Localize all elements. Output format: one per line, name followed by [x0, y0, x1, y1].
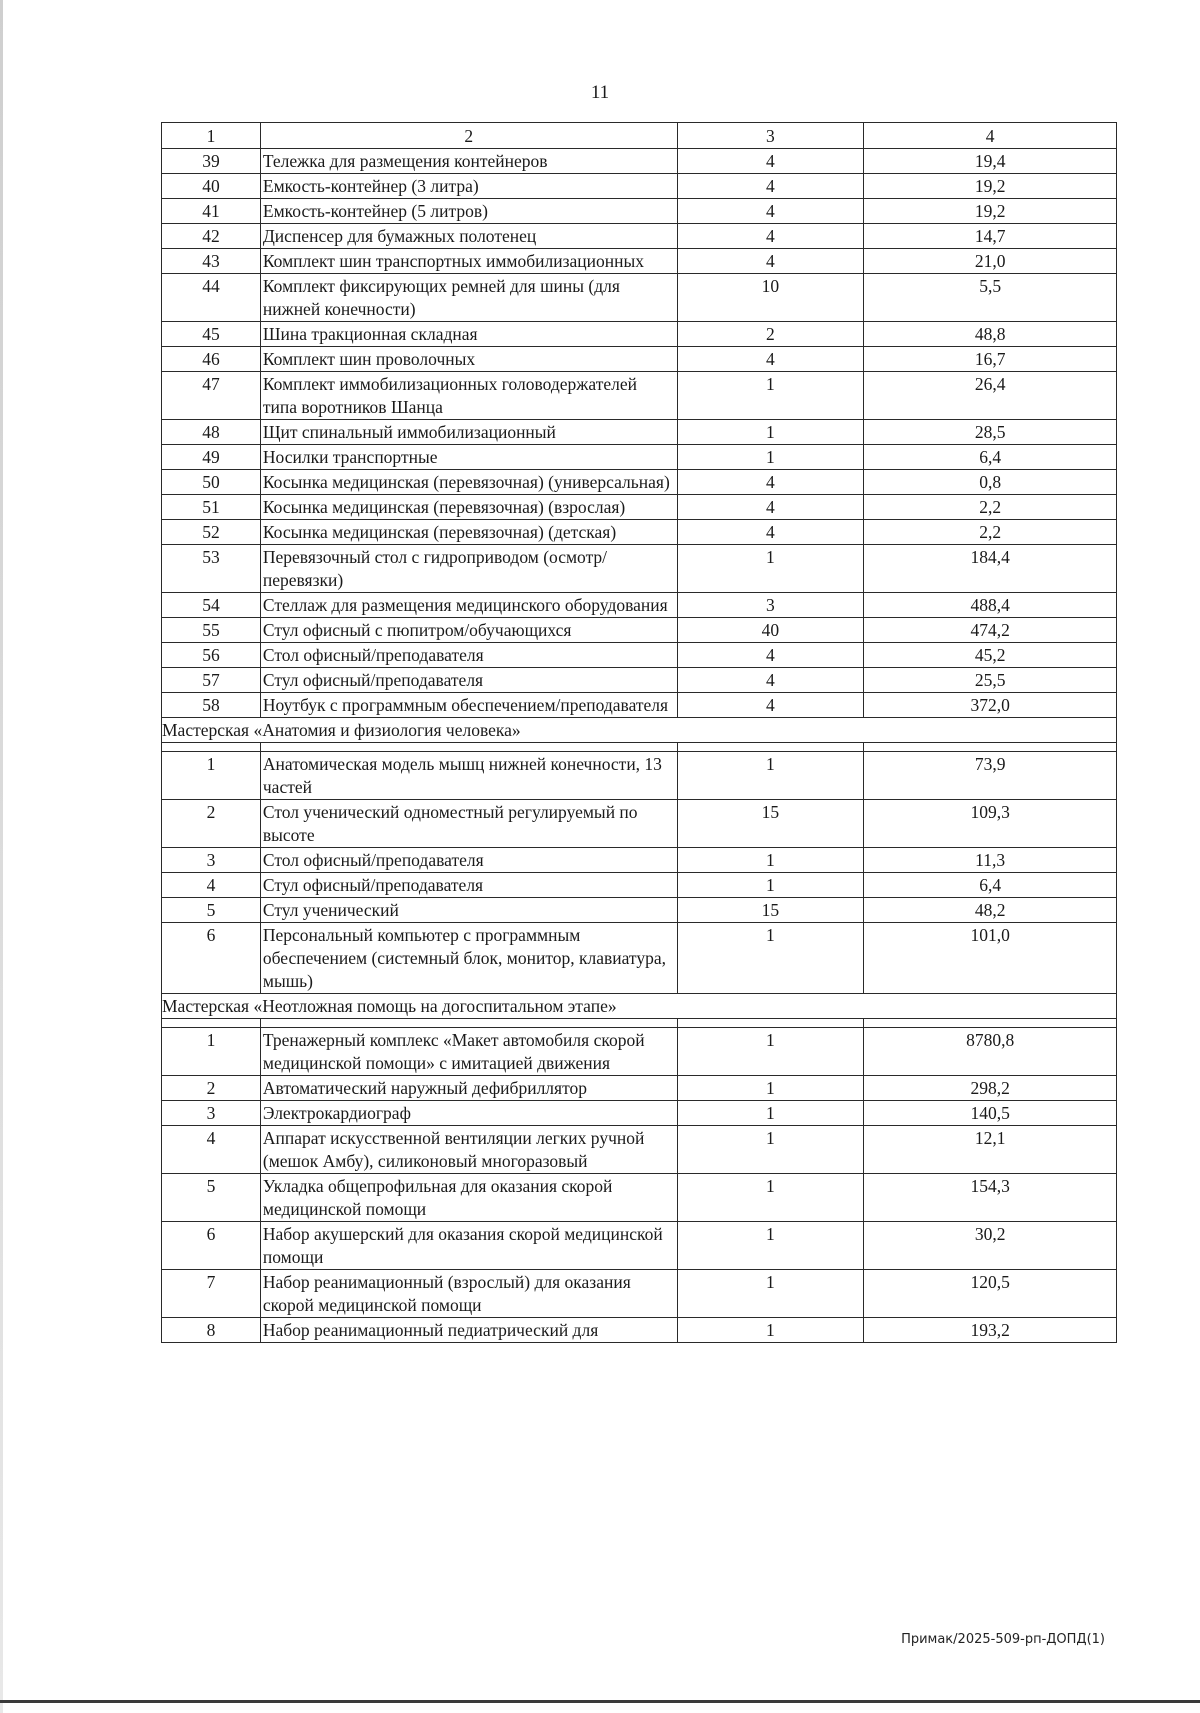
item-quantity: 4 — [677, 347, 864, 372]
item-name: Укладка общепрофильная для оказания скорой медицинской помощи — [260, 1174, 677, 1222]
item-name: Стул офисный с пюпитром/обучающихся — [260, 618, 677, 643]
header-col-4: 4 — [864, 123, 1117, 149]
section-title: Мастерская «Анатомия и физиология человека» — [162, 718, 1117, 743]
item-quantity: 1 — [677, 420, 864, 445]
item-value: 12,1 — [864, 1126, 1117, 1174]
table-row — [162, 800, 1117, 848]
item-quantity: 1 — [677, 1076, 864, 1101]
row-number: 7 — [162, 1270, 261, 1318]
item-name: Шина тракционная складная — [260, 322, 677, 347]
item-value: 372,0 — [864, 693, 1117, 718]
item-quantity: 1 — [677, 545, 864, 593]
table-header-row — [162, 123, 1117, 149]
item-name: Перевязочный стол с гидроприводом (осмотр/перевязки) — [260, 545, 677, 593]
row-number: 45 — [162, 322, 261, 347]
item-value: 184,4 — [864, 545, 1117, 593]
table-row — [162, 1270, 1117, 1318]
item-value: 6,4 — [864, 873, 1117, 898]
item-quantity: 1 — [677, 1028, 864, 1076]
item-quantity: 40 — [677, 618, 864, 643]
table-row — [162, 322, 1117, 347]
table-row — [162, 495, 1117, 520]
row-number: 3 — [162, 1101, 261, 1126]
header-col-3: 3 — [677, 123, 864, 149]
table-row — [162, 752, 1117, 800]
row-number: 42 — [162, 224, 261, 249]
row-number: 2 — [162, 1076, 261, 1101]
spacer-cell — [864, 743, 1117, 752]
item-value: 73,9 — [864, 752, 1117, 800]
section-anatomy — [162, 718, 1117, 743]
item-quantity: 1 — [677, 1270, 864, 1318]
spacer-cell — [260, 743, 677, 752]
item-quantity: 15 — [677, 898, 864, 923]
item-quantity: 4 — [677, 668, 864, 693]
item-name: Емкость-контейнер (3 литра) — [260, 174, 677, 199]
section-title: Мастерская «Неотложная помощь на догоспитальном этапе» — [162, 994, 1117, 1019]
table-row — [162, 347, 1117, 372]
item-quantity: 15 — [677, 800, 864, 848]
item-value: 48,2 — [864, 898, 1117, 923]
table-row — [162, 372, 1117, 420]
table-row — [162, 1028, 1117, 1076]
row-number: 43 — [162, 249, 261, 274]
item-name: Комплект иммобилизационных головодержателей типа воротников Шанца — [260, 372, 677, 420]
item-name: Аппарат искусственной вентиляции легких ручной (мешок Амбу), силиконовый многоразовый — [260, 1126, 677, 1174]
table-row — [162, 1174, 1117, 1222]
item-name: Емкость-контейнер (5 литров) — [260, 199, 677, 224]
item-value: 2,2 — [864, 520, 1117, 545]
item-value: 6,4 — [864, 445, 1117, 470]
header-col-2: 2 — [260, 123, 677, 149]
item-name: Тележка для размещения контейнеров — [260, 149, 677, 174]
row-number: 44 — [162, 274, 261, 322]
equipment-table — [161, 122, 1117, 1343]
table-row — [162, 873, 1117, 898]
item-quantity: 1 — [677, 848, 864, 873]
item-name: Стеллаж для размещения медицинского оборудования — [260, 593, 677, 618]
item-value: 5,5 — [864, 274, 1117, 322]
item-quantity: 4 — [677, 174, 864, 199]
item-quantity: 1 — [677, 445, 864, 470]
item-quantity: 1 — [677, 1222, 864, 1270]
row-number: 49 — [162, 445, 261, 470]
row-number: 4 — [162, 873, 261, 898]
table-row — [162, 199, 1117, 224]
item-quantity: 4 — [677, 495, 864, 520]
item-name: Набор акушерский для оказания скорой медицинской помощи — [260, 1222, 677, 1270]
item-value: 19,2 — [864, 199, 1117, 224]
item-quantity: 2 — [677, 322, 864, 347]
table-row — [162, 420, 1117, 445]
item-value: 488,4 — [864, 593, 1117, 618]
item-value: 0,8 — [864, 470, 1117, 495]
item-quantity: 10 — [677, 274, 864, 322]
item-value: 298,2 — [864, 1076, 1117, 1101]
spacer-cell — [864, 1019, 1117, 1028]
item-name: Стол офисный/преподавателя — [260, 848, 677, 873]
table-row — [162, 520, 1117, 545]
item-value: 120,5 — [864, 1270, 1117, 1318]
table-row — [162, 1126, 1117, 1174]
item-name: Тренажерный комплекс «Макет автомобиля скорой медицинской помощи» с имитацией движения — [260, 1028, 677, 1076]
item-value: 140,5 — [864, 1101, 1117, 1126]
row-number: 54 — [162, 593, 261, 618]
item-value: 45,2 — [864, 643, 1117, 668]
page-number: 11 — [590, 82, 610, 103]
row-number: 48 — [162, 420, 261, 445]
item-name: Стол офисный/преподавателя — [260, 643, 677, 668]
item-value: 474,2 — [864, 618, 1117, 643]
item-name: Комплект шин транспортных иммобилизационных — [260, 249, 677, 274]
item-name: Ноутбук с программным обеспечением/преподавателя — [260, 693, 677, 718]
table-row — [162, 923, 1117, 994]
row-number: 3 — [162, 848, 261, 873]
row-number: 46 — [162, 347, 261, 372]
item-name: Стул офисный/преподавателя — [260, 873, 677, 898]
table-row — [162, 445, 1117, 470]
row-number: 41 — [162, 199, 261, 224]
item-quantity: 4 — [677, 693, 864, 718]
item-name: Комплект фиксирующих ремней для шины (для нижней конечности) — [260, 274, 677, 322]
table-row — [162, 274, 1117, 322]
item-value: 154,3 — [864, 1174, 1117, 1222]
item-value: 28,5 — [864, 420, 1117, 445]
item-quantity: 1 — [677, 1126, 864, 1174]
row-number: 52 — [162, 520, 261, 545]
table-row — [162, 545, 1117, 593]
row-number: 5 — [162, 1174, 261, 1222]
item-quantity: 1 — [677, 372, 864, 420]
table-row — [162, 618, 1117, 643]
row-number: 2 — [162, 800, 261, 848]
table-row — [162, 693, 1117, 718]
spacer-cell — [677, 743, 864, 752]
row-number: 1 — [162, 1028, 261, 1076]
item-name: Диспенсер для бумажных полотенец — [260, 224, 677, 249]
row-number: 47 — [162, 372, 261, 420]
item-name: Косынка медицинская (перевязочная) (детская) — [260, 520, 677, 545]
header-col-1: 1 — [162, 123, 261, 149]
table-row — [162, 174, 1117, 199]
row-number: 50 — [162, 470, 261, 495]
item-quantity: 4 — [677, 249, 864, 274]
spacer-cell — [677, 1019, 864, 1028]
row-number: 56 — [162, 643, 261, 668]
item-name: Косынка медицинская (перевязочная) (взрослая) — [260, 495, 677, 520]
item-quantity: 4 — [677, 643, 864, 668]
item-quantity: 1 — [677, 1174, 864, 1222]
item-value: 2,2 — [864, 495, 1117, 520]
item-name: Комплект шин проволочных — [260, 347, 677, 372]
table-row — [162, 848, 1117, 873]
row-number: 57 — [162, 668, 261, 693]
item-quantity: 1 — [677, 1101, 864, 1126]
table-row — [162, 224, 1117, 249]
table-row — [162, 1101, 1117, 1126]
item-quantity: 4 — [677, 199, 864, 224]
item-value: 11,3 — [864, 848, 1117, 873]
spacer-cell — [162, 743, 261, 752]
spacer-cell — [162, 1019, 261, 1028]
item-quantity: 4 — [677, 520, 864, 545]
row-number: 53 — [162, 545, 261, 593]
item-value: 21,0 — [864, 249, 1117, 274]
scan-bottom-edge — [0, 1700, 1200, 1703]
item-name: Косынка медицинская (перевязочная) (универсальная) — [260, 470, 677, 495]
row-number: 55 — [162, 618, 261, 643]
row-number: 1 — [162, 752, 261, 800]
item-quantity: 1 — [677, 873, 864, 898]
table-row — [162, 1222, 1117, 1270]
item-value: 193,2 — [864, 1318, 1117, 1343]
item-quantity: 1 — [677, 923, 864, 994]
item-value: 16,7 — [864, 347, 1117, 372]
item-name: Персональный компьютер с программным обеспечением (системный блок, монитор, клавиатура, мышь) — [260, 923, 677, 994]
item-value: 19,4 — [864, 149, 1117, 174]
table-row — [162, 643, 1117, 668]
item-quantity: 4 — [677, 470, 864, 495]
item-name: Анатомическая модель мышц нижней конечности, 13 частей — [260, 752, 677, 800]
table-row — [162, 149, 1117, 174]
item-name: Стул офисный/преподавателя — [260, 668, 677, 693]
item-value: 19,2 — [864, 174, 1117, 199]
item-quantity: 1 — [677, 752, 864, 800]
table-row — [162, 668, 1117, 693]
item-quantity: 4 — [677, 149, 864, 174]
row-number: 6 — [162, 923, 261, 994]
section-spacer-row — [162, 1019, 1117, 1028]
item-quantity: 3 — [677, 593, 864, 618]
section-spacer-row — [162, 743, 1117, 752]
table-row — [162, 249, 1117, 274]
row-number: 8 — [162, 1318, 261, 1343]
table-row — [162, 898, 1117, 923]
item-name: Стол ученический одноместный регулируемый по высоте — [260, 800, 677, 848]
item-value: 30,2 — [864, 1222, 1117, 1270]
item-quantity: 1 — [677, 1318, 864, 1343]
row-number: 4 — [162, 1126, 261, 1174]
item-name: Набор реанимационный педиатрический для — [260, 1318, 677, 1343]
item-name: Щит спинальный иммобилизационный — [260, 420, 677, 445]
table-row — [162, 470, 1117, 495]
row-number: 6 — [162, 1222, 261, 1270]
scan-left-edge — [0, 0, 3, 1713]
item-name: Набор реанимационный (взрослый) для оказания скорой медицинской помощи — [260, 1270, 677, 1318]
item-value: 48,8 — [864, 322, 1117, 347]
row-number: 39 — [162, 149, 261, 174]
item-value: 26,4 — [864, 372, 1117, 420]
table-row — [162, 593, 1117, 618]
item-value: 101,0 — [864, 923, 1117, 994]
document-footer-code: Примак/2025-509-рп-ДОПД(1) — [901, 1632, 1105, 1647]
item-value: 109,3 — [864, 800, 1117, 848]
item-quantity: 4 — [677, 224, 864, 249]
table-row — [162, 1318, 1117, 1343]
item-name: Автоматический наружный дефибриллятор — [260, 1076, 677, 1101]
item-name: Стул ученический — [260, 898, 677, 923]
row-number: 40 — [162, 174, 261, 199]
item-name: Электрокардиограф — [260, 1101, 677, 1126]
row-number: 58 — [162, 693, 261, 718]
section-emergency — [162, 994, 1117, 1019]
item-value: 25,5 — [864, 668, 1117, 693]
table-row — [162, 1076, 1117, 1101]
item-value: 8780,8 — [864, 1028, 1117, 1076]
item-value: 14,7 — [864, 224, 1117, 249]
row-number: 51 — [162, 495, 261, 520]
item-name: Носилки транспортные — [260, 445, 677, 470]
spacer-cell — [260, 1019, 677, 1028]
row-number: 5 — [162, 898, 261, 923]
